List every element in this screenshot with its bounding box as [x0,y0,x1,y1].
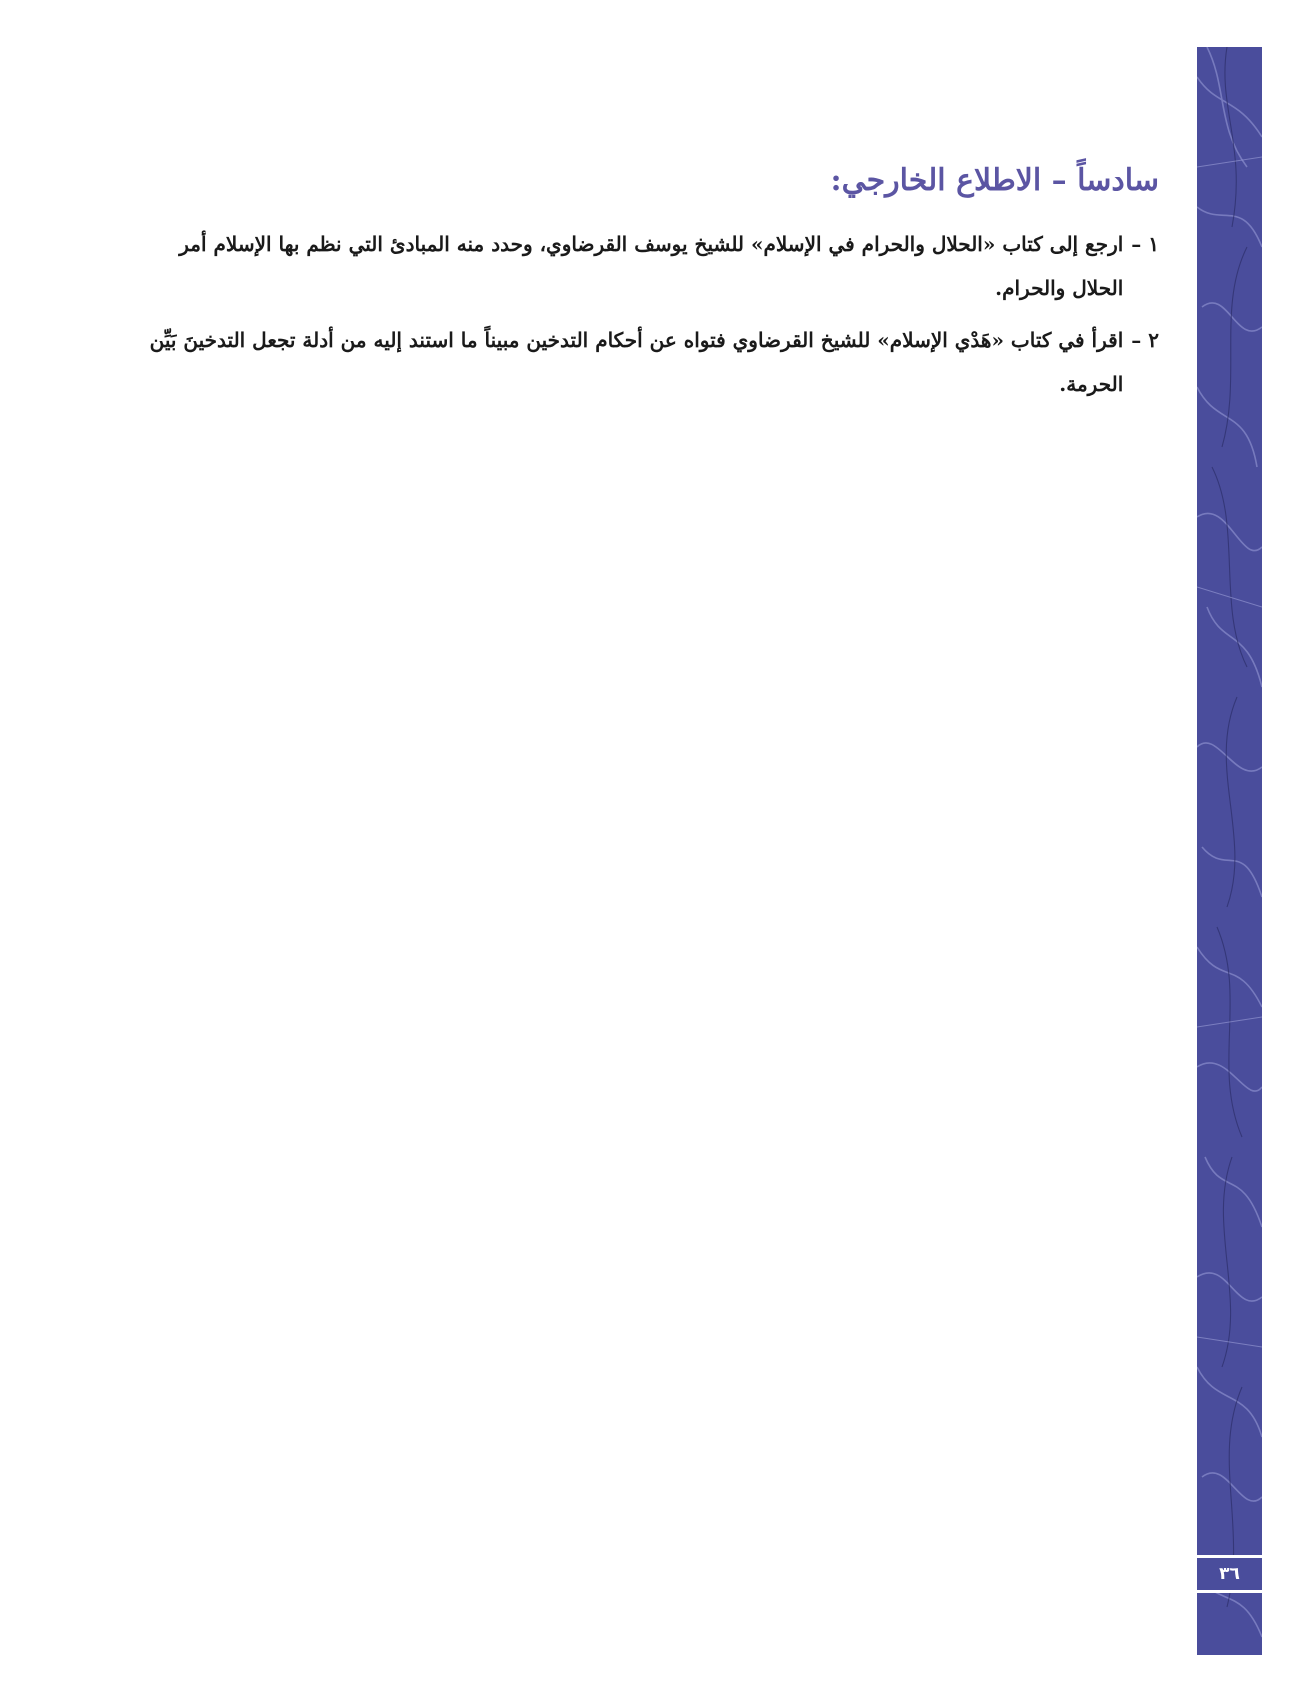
list-item [149,318,1159,406]
decorative-side-band [1197,47,1262,1655]
side-band-pattern [1197,47,1262,1655]
item-number: ١ – [1131,232,1159,256]
page-number: ٣٦ [1197,1555,1262,1593]
item-number: ٢ – [1131,328,1159,352]
item-text: ارجع إلى كتاب «الحلال والحرام في الإسلام» للشيخ يوسف القرضاوي، وحدد منه المبادئ التي نظم بها الإسلام أمر الحلال والحرام. [179,232,1124,300]
list-item [149,222,1159,310]
section-title: سادساً – الاطلاع الخارجي: [830,163,1159,198]
item-text: اقرأ في كتاب «هَدْي الإسلام» للشيخ القرضاوي فتواه عن أحكام التدخين مبيناً ما استند إليه من أدلة تجعل التدخينَ بَيِّن الحرمة. [149,328,1124,396]
content-area [149,158,1159,414]
